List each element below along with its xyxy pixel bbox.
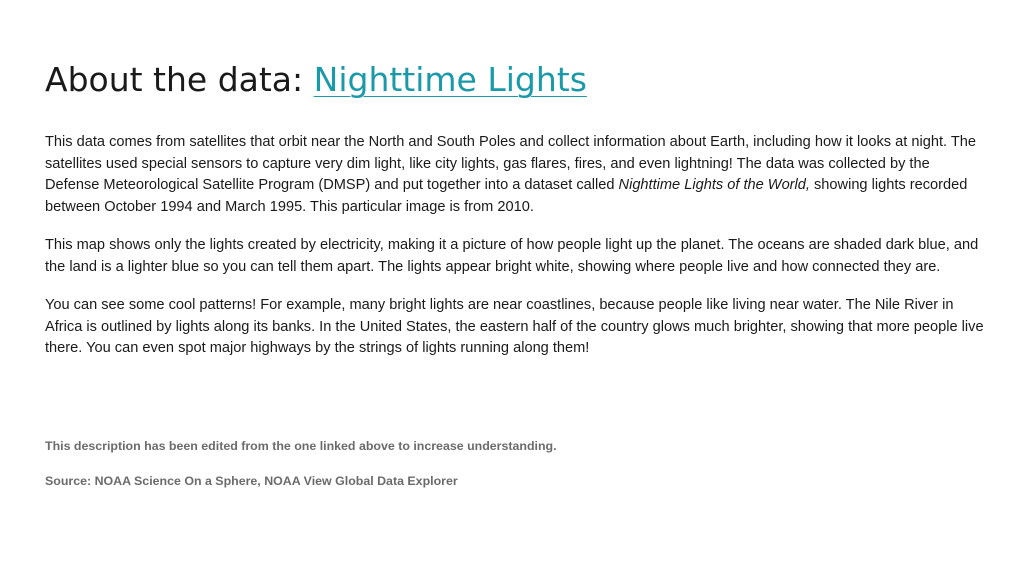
paragraph-1-text-b: showing lights recorded between October 1994 and March 1995. This particular image is from 2010. [45, 177, 968, 215]
title-prefix: About the data: [45, 60, 314, 99]
paragraph-2: This map shows only the lights created by electricity, making it a picture of how people light up the planet. The oceans are shaded dark blue, and the land is a lighter blue so you can tell them apart. The lights appear bright white, showing where people live and how connected they are. [45, 237, 979, 275]
paragraph-1-text-a: This data comes from satellites that orbit near the North and South Poles and collect information about Earth, including how it looks at night. The satellites used special sensors to capture very dim light, like city lights, gas flares, fires, and even lightning! The data was collected by the Defense Meteorological Satellite Program (DMSP) and put together into a dataset called [45, 134, 976, 193]
nighttime-lights-link[interactable]: Nighttime Lights [313, 60, 587, 99]
paragraph-1 [45, 132, 985, 218]
dataset-name: Nighttime Lights of the World, [618, 177, 810, 193]
paragraph-3: You can see some cool patterns! For example, many bright lights are near coastlines, because people like living near water. The Nile River in Africa is outlined by lights along its banks. In the United States, the eastern half of the country glows much brighter, showing that more people live there. You can even spot major highways by the strings of lights running along them! [45, 297, 984, 356]
edit-note: This description has been edited from the one linked above to increase understanding. [45, 439, 557, 453]
page-title [45, 56, 587, 104]
source-credit: Source: NOAA Science On a Sphere, NOAA View Global Data Explorer [45, 474, 458, 488]
description-body [45, 132, 985, 377]
